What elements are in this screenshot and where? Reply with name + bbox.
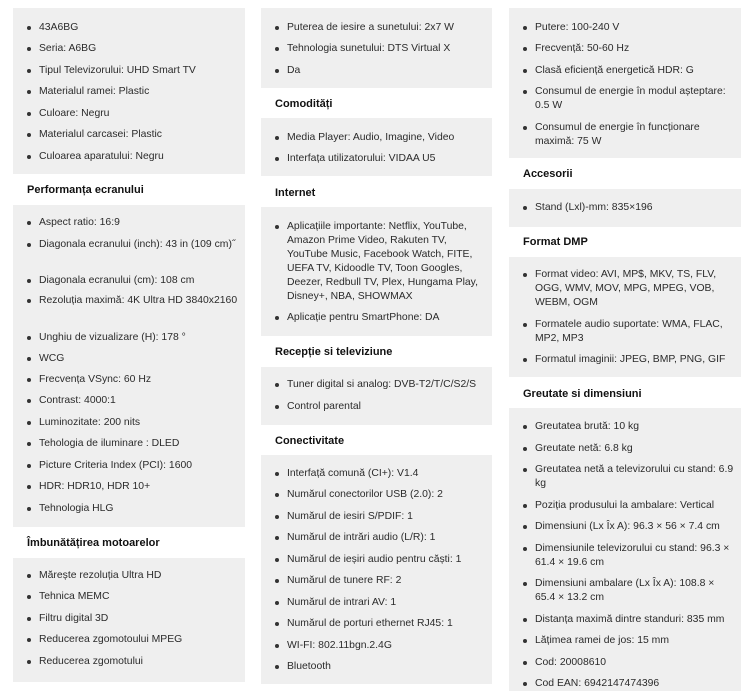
- list-item: Cod: 20008610: [535, 656, 735, 670]
- list-item: Greutatea netă a televizorului cu stand: 6.9 kg: [535, 464, 734, 489]
- list-item: Consumul de energie în funcționare maximă: 75 W: [535, 121, 735, 149]
- dmp-specs-box: [509, 257, 741, 377]
- list-item: Materialul ramei: Plastic: [39, 85, 239, 99]
- list-item: Reducerea zgomotului: [39, 655, 239, 669]
- internet-specs-box: [261, 207, 492, 336]
- list-item: Da: [287, 64, 486, 78]
- section-title-engine: Îmbunătățirea motoarelor: [27, 537, 160, 549]
- list-item: Aplicațiile importante: Netflix, YouTube, Amazon Prime Video, Rakuten TV, YouTube Music, Facebook Watch, FITE, UEFA TV, Kidoodle TV, Toon Googles, Deezer, Redbull TV, Plex, Hungama Play, Disney+, NBA, SHOWMAX: [287, 220, 486, 304]
- list-item: Dimensiuni (Lx Îx A): 96.3 × 56 × 7.4 cm: [535, 520, 735, 534]
- list-item: Unghiu de vizualizare (H): 178 °: [39, 331, 239, 345]
- section-title-accessories: Accesorii: [523, 168, 573, 180]
- list-item: Formatul imaginii: JPEG, BMP, PNG, GIF: [535, 353, 735, 367]
- list-item: Interfața utilizatorului: VIDAA U5: [287, 152, 486, 166]
- list-item: Tehnologia sunetului: DTS Virtual X: [287, 42, 486, 56]
- connectivity-specs-box: [261, 455, 492, 684]
- comfort-specs-box: [261, 118, 492, 176]
- power-specs-box: [509, 8, 741, 158]
- list-item: Frecvența VSync: 60 Hz: [39, 373, 239, 387]
- list-item: Picture Criteria Index (PCI): 1600: [39, 459, 239, 473]
- list-item: Distanța maximă dintre standuri: 835 mm: [535, 613, 735, 627]
- list-item: Tehologia de iluminare : DLED: [39, 437, 239, 451]
- list-item: Rezoluția maximă: 4K Ultra HD 3840x2160: [39, 295, 238, 306]
- performance-specs-box: [13, 205, 245, 527]
- list-item: Media Player: Audio, Imagine, Video: [287, 131, 486, 145]
- section-title-weight: Greutate si dimensiuni: [523, 388, 642, 400]
- list-item: Clasă eficiență energetică HDR: G: [535, 64, 735, 78]
- list-item: Format video: AVI, MP$, MKV, TS, FLV, OGG, WMV, MOV, MPG, MPEG, VOB, WEBM, OGM: [535, 268, 735, 310]
- list-item: Materialul carcasei: Plastic: [39, 128, 239, 142]
- list-item: Bluetooth: [287, 660, 486, 674]
- list-item: HDR: HDR10, HDR 10+: [39, 480, 239, 494]
- list-item: Aplicație pentru SmartPhone: DA: [287, 311, 486, 325]
- list-item: Diagonala ecranului (inch): 43 in (109 cm)˝: [39, 238, 239, 252]
- list-item: Tehnologia HLG: [39, 502, 239, 516]
- list-item: Putere: 100-240 V: [535, 21, 735, 35]
- list-item: Cod EAN: 6942147474396: [535, 677, 735, 691]
- list-item: Frecvență: 50-60 Hz: [535, 42, 735, 56]
- list-item: Seria: A6BG: [39, 42, 239, 56]
- list-item: Dimensiunile televizorului cu stand: 96.3 × 61.4 × 19.6 cm: [535, 542, 735, 570]
- list-item: Filtru digital 3D: [39, 612, 239, 626]
- section-title-reception: Recepție si televiziune: [275, 346, 393, 358]
- list-item: Greutatea brută: 10 kg: [535, 420, 735, 434]
- list-item: Greutate netă: 6.8 kg: [535, 442, 735, 456]
- list-item: Tipul Televizorului: UHD Smart TV: [39, 64, 239, 78]
- list-item: Tehnica MEMC: [39, 590, 239, 604]
- section-title-internet: Internet: [275, 187, 316, 199]
- list-item: 43A6BG: [39, 21, 239, 35]
- list-item: Control parental: [287, 400, 486, 414]
- weight-specs-box: [509, 408, 741, 691]
- list-item: Reducerea zgomotoului MPEG: [39, 633, 239, 647]
- section-title-dmp: Format DMP: [523, 236, 588, 248]
- list-item: WCG: [39, 352, 239, 366]
- list-item: Culoarea aparatului: Negru: [39, 150, 239, 164]
- accessories-specs-box: [509, 189, 741, 227]
- list-item: WI-FI: 802.11bgn.2.4G: [287, 639, 486, 653]
- list-item: Formatele audio suportate: WMA, FLAC, MP2, MP3: [535, 318, 735, 346]
- list-item: Stand (Lxl)-mm: 835×196: [535, 201, 735, 215]
- list-item: Numărul de ieșiri audio pentru căști: 1: [287, 553, 486, 567]
- list-item: Numărul de iesiri S/PDIF: 1: [287, 510, 486, 524]
- list-item: Mărește rezoluția Ultra HD: [39, 569, 239, 583]
- list-item: Tuner digital si analog: DVB-T2/T/C/S2/S: [287, 378, 486, 392]
- list-item: Lățimea ramei de jos: 15 mm: [535, 634, 735, 648]
- list-item: Numărul de intrări audio (L/R): 1: [287, 531, 486, 545]
- section-title-connectivity: Conectivitate: [275, 435, 345, 447]
- list-item: Poziția produsului la ambalare: Vertical: [535, 499, 735, 513]
- list-item: Numărul de porturi ethernet RJ45: 1: [287, 617, 486, 631]
- section-title-comfort: Comodități: [275, 98, 333, 110]
- list-item: Numărul conectorilor USB (2.0): 2: [287, 488, 486, 502]
- list-item: Interfață comună (CI+): V1.4: [287, 467, 486, 481]
- list-item: Numărul de intrari AV: 1: [287, 596, 486, 610]
- section-title-performance: Performanța ecranului: [27, 184, 144, 196]
- list-item: Dimensiuni ambalare (Lx Îx A): 108.8 × 65.4 × 13.2 cm: [535, 577, 735, 605]
- list-item: Aspect ratio: 16:9: [39, 216, 239, 230]
- list-item: Luminozitate: 200 nits: [39, 416, 239, 430]
- list-item: Diagonala ecranului (cm): 108 cm: [39, 274, 239, 288]
- list-item: Consumul de energie în modul așteptare: 0.5 W: [535, 85, 735, 113]
- sound-specs-box: [261, 8, 492, 88]
- list-item: Numărul de tunere RF: 2: [287, 574, 486, 588]
- list-item: Culoare: Negru: [39, 107, 239, 121]
- list-item: Puterea de iesire a sunetului: 2x7 W: [287, 21, 486, 35]
- general-specs-box: [13, 8, 245, 174]
- engine-specs-box: [13, 558, 245, 682]
- reception-specs-box: [261, 367, 492, 425]
- list-item: Contrast: 4000:1: [39, 394, 239, 408]
